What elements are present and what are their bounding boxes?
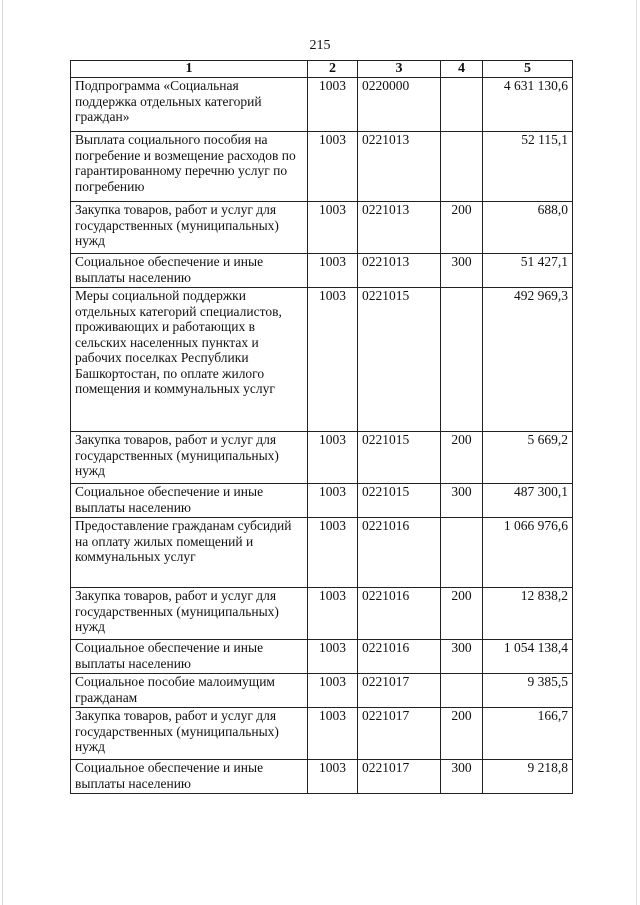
row-name: Закупка товаров, работ и услуг для государственных (муниципальных) нужд: [71, 588, 308, 640]
row-section: 1003: [308, 518, 358, 588]
row-amount: 51 427,1: [483, 254, 573, 288]
table-row: [71, 518, 573, 588]
row-section: 1003: [308, 432, 358, 484]
row-target-item: 0221013: [358, 202, 441, 254]
row-name: Закупка товаров, работ и услуг для государственных (муниципальных) нужд: [71, 708, 308, 760]
row-name: Меры социальной поддержки отдельных категорий специалистов, проживающих и работающих в сельских населенных пунктах и рабочих поселках Республики Башкортостан, по оплате жилого помещения и коммунальных услуг: [71, 288, 308, 432]
column-header-target-item: 3: [358, 61, 441, 78]
column-header-name: 1: [71, 61, 308, 78]
page-edge: [2, 0, 3, 905]
row-amount: 9 218,8: [483, 760, 573, 794]
row-amount: 5 669,2: [483, 432, 573, 484]
row-target-item: 0221017: [358, 708, 441, 760]
row-target-item: 0221016: [358, 640, 441, 674]
page-number: 215: [309, 38, 331, 53]
row-section: 1003: [308, 760, 358, 794]
row-section: 1003: [308, 78, 358, 132]
row-name: Социальное пособие малоимущим гражданам: [71, 674, 308, 708]
row-target-item: 0221015: [358, 484, 441, 518]
row-name: Социальное обеспечение и иные выплаты населению: [71, 484, 308, 518]
table-row: [71, 760, 573, 794]
row-name: Подпрограмма «Социальная поддержка отдельных категорий граждан»: [71, 78, 308, 132]
row-target-item: 0221016: [358, 588, 441, 640]
budget-table: [70, 60, 573, 794]
row-amount: 12 838,2: [483, 588, 573, 640]
row-target-item: 0221016: [358, 518, 441, 588]
row-amount: 1 054 138,4: [483, 640, 573, 674]
table-row: [71, 484, 573, 518]
row-amount: 688,0: [483, 202, 573, 254]
row-name: Закупка товаров, работ и услуг для государственных (муниципальных) нужд: [71, 432, 308, 484]
row-amount: 166,7: [483, 708, 573, 760]
row-section: 1003: [308, 132, 358, 202]
row-target-item: 0221015: [358, 432, 441, 484]
row-amount: 9 385,5: [483, 674, 573, 708]
table-row: [71, 432, 573, 484]
row-section: 1003: [308, 484, 358, 518]
row-name: Предоставление гражданам субсидий на оплату жилых помещений и коммунальных услуг: [71, 518, 308, 588]
row-name: Закупка товаров, работ и услуг для государственных (муниципальных) нужд: [71, 202, 308, 254]
row-section: 1003: [308, 254, 358, 288]
table-header-row: [71, 61, 573, 78]
row-section: 1003: [308, 588, 358, 640]
row-expense-type: [441, 518, 483, 588]
row-target-item: 0221017: [358, 760, 441, 794]
table-row: [71, 674, 573, 708]
row-amount: 492 969,3: [483, 288, 573, 432]
row-amount: 1 066 976,6: [483, 518, 573, 588]
row-target-item: 0221015: [358, 288, 441, 432]
row-expense-type: 200: [441, 588, 483, 640]
row-expense-type: 300: [441, 254, 483, 288]
row-target-item: 0221017: [358, 674, 441, 708]
row-name: Социальное обеспечение и иные выплаты населению: [71, 640, 308, 674]
row-name: Выплата социального пособия на погребение и возмещение расходов по гарантированному перечню услуг по погребению: [71, 132, 308, 202]
column-header-expense-type: 4: [441, 61, 483, 78]
table-row: [71, 588, 573, 640]
row-expense-type: [441, 288, 483, 432]
row-section: 1003: [308, 640, 358, 674]
row-expense-type: 300: [441, 484, 483, 518]
table-row: [71, 132, 573, 202]
column-header-amount: 5: [483, 61, 573, 78]
row-amount: 4 631 130,6: [483, 78, 573, 132]
table-row: [71, 708, 573, 760]
row-target-item: 0221013: [358, 254, 441, 288]
table-row: [71, 640, 573, 674]
row-name: Социальное обеспечение и иные выплаты населению: [71, 760, 308, 794]
column-header-section: 2: [308, 61, 358, 78]
row-expense-type: 200: [441, 202, 483, 254]
table-row: [71, 288, 573, 432]
row-target-item: 0221013: [358, 132, 441, 202]
row-name: Социальное обеспечение и иные выплаты населению: [71, 254, 308, 288]
row-section: 1003: [308, 674, 358, 708]
row-expense-type: [441, 78, 483, 132]
row-expense-type: [441, 132, 483, 202]
row-expense-type: 200: [441, 432, 483, 484]
row-section: 1003: [308, 708, 358, 760]
row-amount: 52 115,1: [483, 132, 573, 202]
row-expense-type: [441, 674, 483, 708]
table-row: [71, 254, 573, 288]
row-amount: 487 300,1: [483, 484, 573, 518]
row-expense-type: 200: [441, 708, 483, 760]
row-section: 1003: [308, 202, 358, 254]
table-row: [71, 202, 573, 254]
row-target-item: 0220000: [358, 78, 441, 132]
row-expense-type: 300: [441, 760, 483, 794]
row-expense-type: 300: [441, 640, 483, 674]
page-edge: [636, 0, 637, 905]
table-row: [71, 78, 573, 132]
row-section: 1003: [308, 288, 358, 432]
